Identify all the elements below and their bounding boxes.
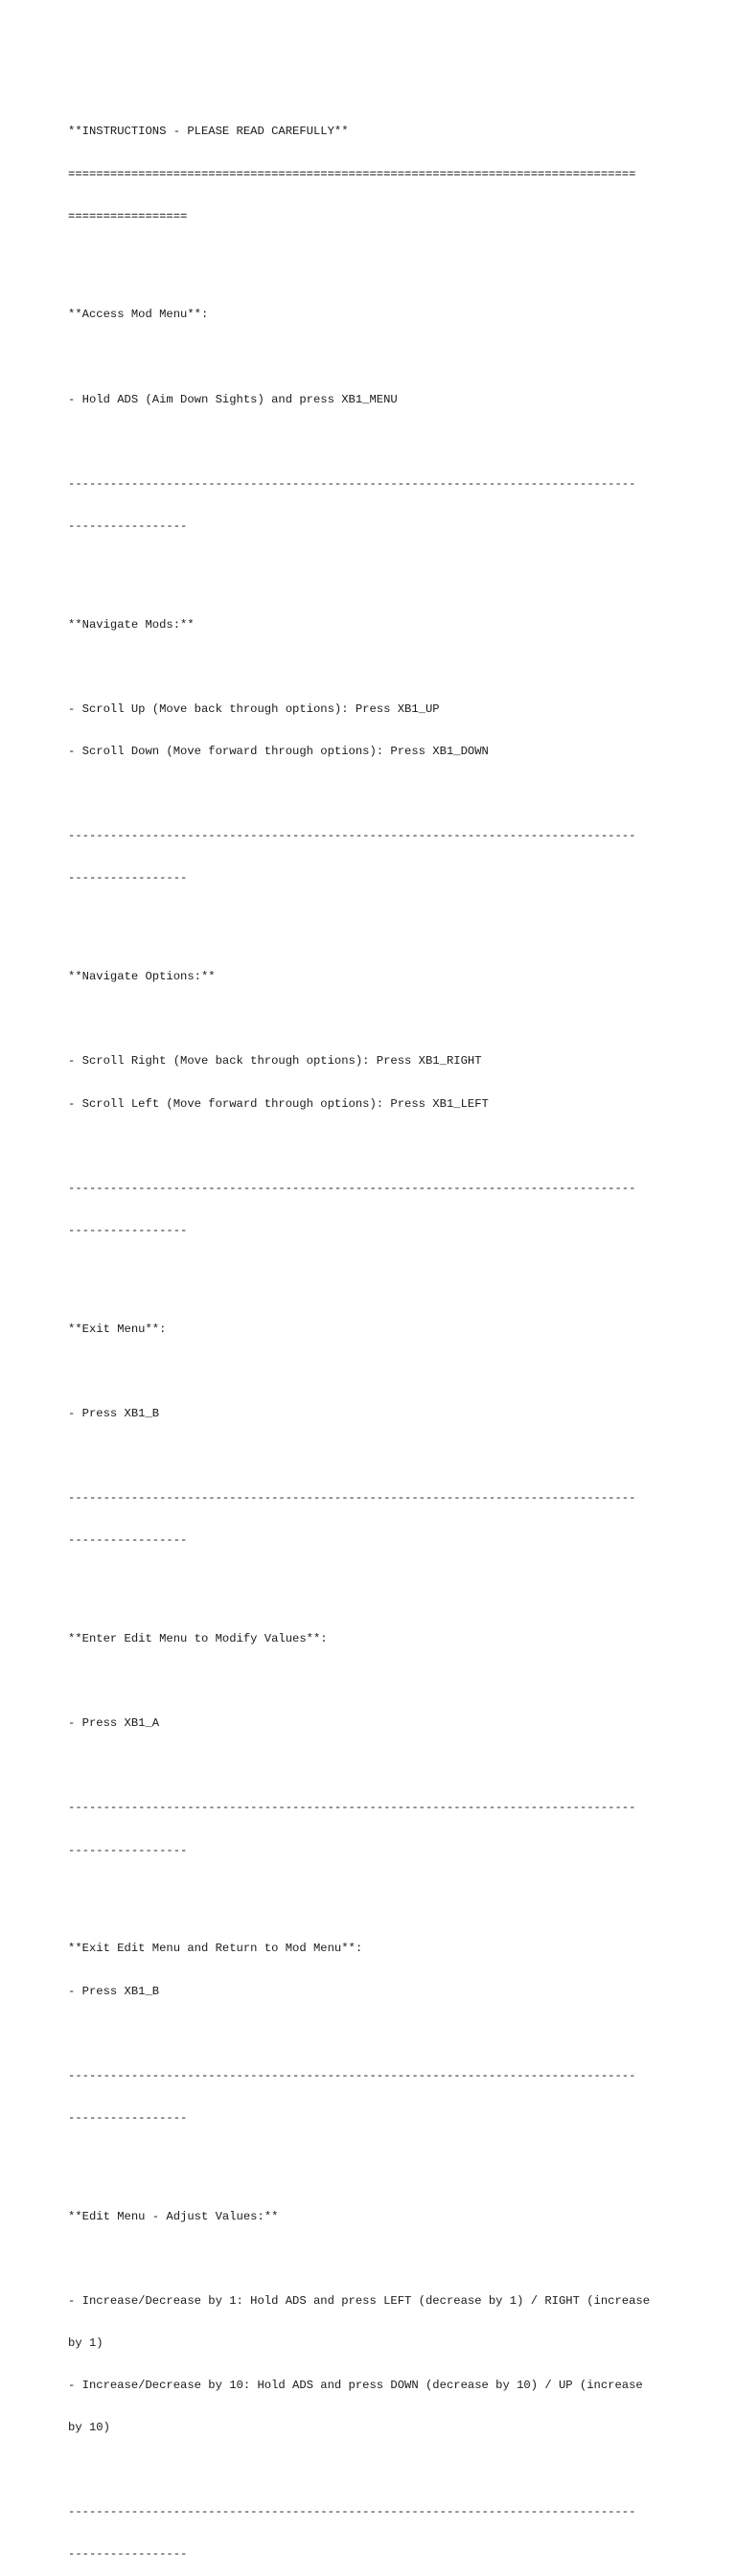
section-exit-edit-menu-line: - Press XB1_B bbox=[68, 1984, 160, 1998]
section-adjust-values-line-1: - Increase/Decrease by 1: Hold ADS and press LEFT (decrease by 1) / RIGHT (increase bbox=[68, 2293, 651, 2308]
section-exit-menu-line: - Press XB1_B bbox=[68, 1406, 160, 1420]
blank-line bbox=[68, 1674, 672, 1689]
double-rule-line-2: ================= bbox=[68, 209, 188, 223]
section-navigate-options-heading: **Navigate Options:** bbox=[68, 970, 216, 984]
rule-line-2: ----------------- bbox=[68, 518, 188, 533]
rule-line-2: ----------------- bbox=[68, 2547, 188, 2562]
section-adjust-values-line-2: - Increase/Decrease by 10: Hold ADS and press DOWN (decrease by 10) / UP (increase bbox=[68, 2379, 643, 2393]
section-exit-edit-menu-heading: **Exit Edit Menu and Return to Mod Menu**: bbox=[68, 1942, 363, 1956]
section-navigate-options-line: - Scroll Left (Move forward through options): Press XB1_LEFT bbox=[68, 1096, 489, 1111]
section-access-mod-menu-line: - Hold ADS (Aim Down Sights) and press XB1_MENU bbox=[68, 392, 398, 406]
rule-line-2: ----------------- bbox=[68, 871, 188, 886]
blank-line bbox=[68, 562, 672, 576]
rule-line-2: ----------------- bbox=[68, 1843, 188, 1857]
blank-line bbox=[68, 2153, 672, 2168]
blank-line bbox=[68, 351, 672, 365]
blank-line bbox=[68, 787, 672, 801]
blank-line bbox=[68, 914, 672, 929]
rule-line-1: --------------------------------------------------------------------------------- bbox=[68, 1801, 636, 1815]
rule-line-1: --------------------------------------------------------------------------------- bbox=[68, 829, 636, 843]
blank-line bbox=[68, 1576, 672, 1590]
rule-line-2: ----------------- bbox=[68, 1223, 188, 1237]
section-navigate-mods-line: - Scroll Down (Move forward through options): Press XB1_DOWN bbox=[68, 745, 489, 759]
document-title: **INSTRUCTIONS - PLEASE READ CAREFULLY** bbox=[68, 125, 349, 139]
section-exit-menu-heading: **Exit Menu**: bbox=[68, 1322, 167, 1336]
blank-line bbox=[68, 2463, 672, 2477]
section-enter-edit-menu-line: - Press XB1_A bbox=[68, 1716, 160, 1731]
blank-line bbox=[68, 1759, 672, 1773]
blank-line bbox=[68, 1449, 672, 1463]
rule-line-1: --------------------------------------------------------------------------------- bbox=[68, 1181, 636, 1195]
section-enter-edit-menu-heading: **Enter Edit Menu to Modify Values**: bbox=[68, 1632, 328, 1646]
blank-line bbox=[68, 1139, 672, 1154]
blank-line bbox=[68, 2252, 672, 2266]
rule-line-1: --------------------------------------------------------------------------------- bbox=[68, 476, 636, 491]
section-adjust-values-line-1-wrap: by 1) bbox=[68, 2336, 104, 2351]
section-access-mod-menu-heading: **Access Mod Menu**: bbox=[68, 308, 209, 322]
rule-line-2: ----------------- bbox=[68, 2110, 188, 2125]
section-navigate-options-line: - Scroll Right (Move back through options): Press XB1_RIGHT bbox=[68, 1054, 482, 1069]
blank-line bbox=[68, 660, 672, 675]
section-navigate-mods-line: - Scroll Up (Move back through options): Press XB1_UP bbox=[68, 702, 440, 717]
rule-line-1: --------------------------------------------------------------------------------- bbox=[68, 2505, 636, 2519]
rule-line-1: --------------------------------------------------------------------------------- bbox=[68, 1491, 636, 1506]
section-adjust-values-line-2-wrap: by 10) bbox=[68, 2421, 110, 2435]
double-rule-line-1: ================================================================================= bbox=[68, 167, 636, 181]
blank-line bbox=[68, 1012, 672, 1026]
instructions-document bbox=[68, 97, 672, 2576]
section-navigate-mods-heading: **Navigate Mods:** bbox=[68, 617, 195, 632]
rule-line-2: ----------------- bbox=[68, 1533, 188, 1548]
blank-line bbox=[68, 2027, 672, 2041]
blank-line bbox=[68, 252, 672, 266]
rule-line-1: --------------------------------------------------------------------------------- bbox=[68, 2068, 636, 2082]
section-adjust-values-heading: **Edit Menu - Adjust Values:** bbox=[68, 2209, 279, 2223]
blank-line bbox=[68, 1886, 672, 1900]
blank-line bbox=[68, 435, 672, 449]
blank-line bbox=[68, 1365, 672, 1379]
blank-line bbox=[68, 1266, 672, 1280]
